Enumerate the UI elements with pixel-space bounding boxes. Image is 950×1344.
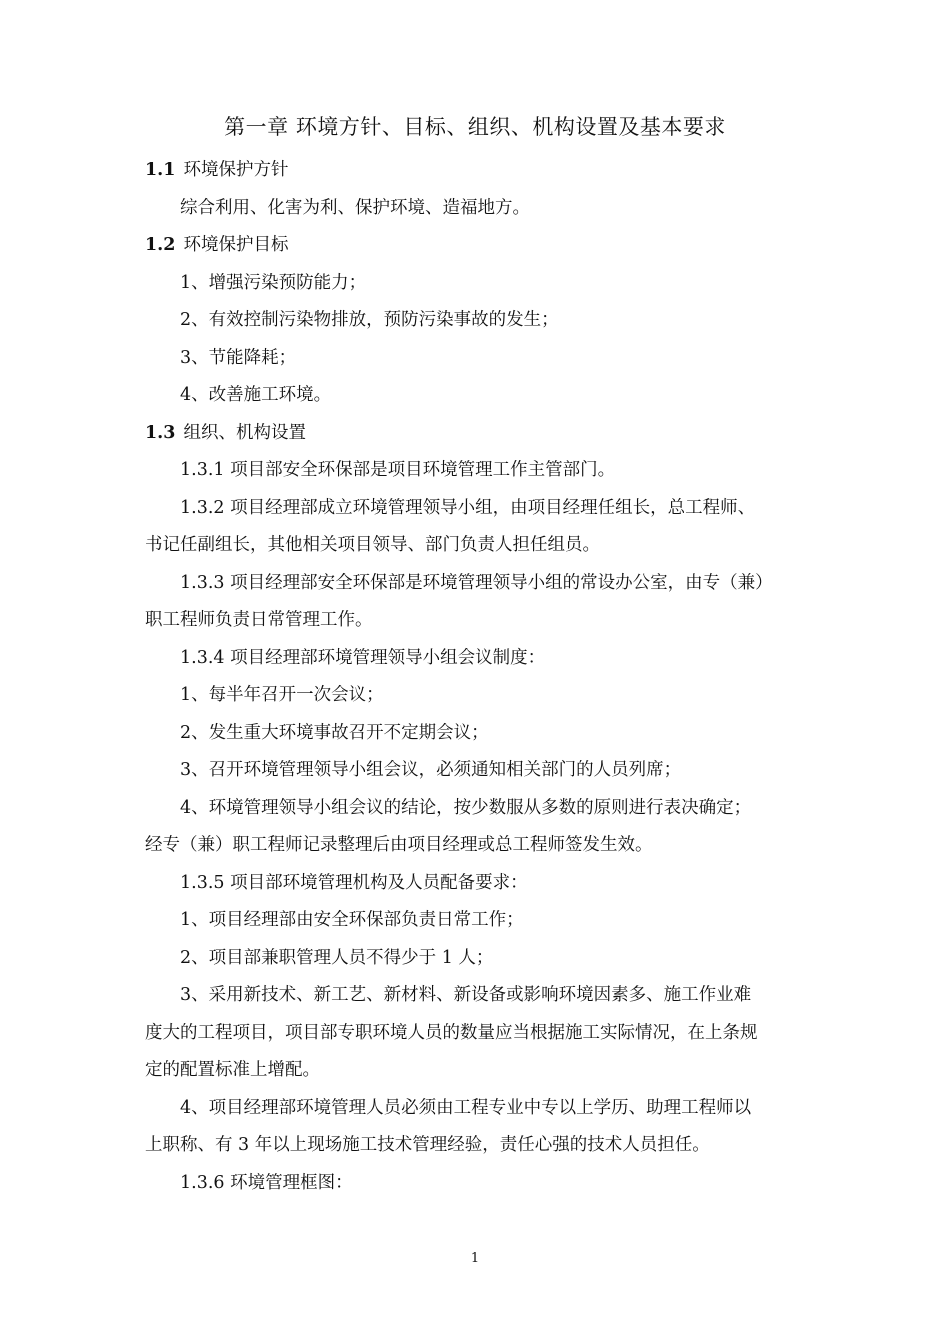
text-line: 4、项目经理部环境管理人员必须由工程专业中专以上学历、助理工程师以 <box>180 1098 752 1118</box>
list-item: 2、有效控制污染物排放，预防污染事故的发生； <box>180 310 559 330</box>
chapter-title: 第一章 环境方针、目标、组织、机构设置及基本要求 <box>224 115 726 139</box>
text-line: 1.3.2 项目经理部成立环境管理领导小组，由项目经理任组长，总工程师、 <box>180 498 756 518</box>
paragraph: 综合利用、化害为利、保护环境、造福地方。 <box>180 198 530 218</box>
list-item: 4、改善施工环境。 <box>180 385 332 405</box>
section-label: 环境保护目标 <box>183 235 289 255</box>
text-line: 4、环境管理领导小组会议的结论，按少数服从多数的原则进行表决确定； <box>180 798 752 818</box>
section-label: 环境保护方针 <box>183 160 289 180</box>
section-heading-1-2 <box>145 232 288 258</box>
text-line: 1.3.1 项目部安全环保部是项目环境管理工作主管部门。 <box>180 460 616 480</box>
list-item: 1、增强污染预防能力； <box>180 273 367 293</box>
text-line: 1.3.6 环境管理框图： <box>180 1173 353 1193</box>
text-line: 1、项目经理部由安全环保部负责日常工作； <box>180 910 524 930</box>
list-item: 3、节能降耗； <box>180 348 297 368</box>
text-line: 上职称、有 3 年以上现场施工技术管理经验，责任心强的技术人员担任。 <box>145 1135 710 1155</box>
section-number: 1.3 <box>145 423 176 443</box>
section-heading-1-3 <box>145 420 306 446</box>
page-number: 1 <box>470 1251 480 1266</box>
text-line: 度大的工程项目，项目部专职环境人员的数量应当根据施工实际情况，在上条规 <box>145 1023 758 1043</box>
text-line: 3、采用新技术、新工艺、新材料、新设备或影响环境因素多、施工作业难 <box>180 985 752 1005</box>
text-line: 定的配置标准上增配。 <box>145 1060 320 1080</box>
text-line: 1.3.4 项目经理部环境管理领导小组会议制度： <box>180 648 546 668</box>
text-line: 经专（兼）职工程师记录整理后由项目经理或总工程师签发生效。 <box>145 835 653 855</box>
text-line: 1、每半年召开一次会议； <box>180 685 384 705</box>
section-number: 1.1 <box>145 160 176 180</box>
text-line: 职工程师负责日常管理工作。 <box>145 610 373 630</box>
text-line: 1.3.3 项目经理部安全环保部是环境管理领导小组的常设办公室，由专（兼） <box>180 573 773 593</box>
text-line: 2、项目部兼职管理人员不得少于 1 人； <box>180 948 494 968</box>
section-heading-1-1 <box>145 157 288 183</box>
text-line: 书记任副组长，其他相关项目领导、部门负责人担任组员。 <box>145 535 600 555</box>
section-label: 组织、机构设置 <box>183 423 306 443</box>
section-number: 1.2 <box>145 235 176 255</box>
text-line: 3、召开环境管理领导小组会议，必须通知相关部门的人员列席； <box>180 760 682 780</box>
text-line: 2、发生重大环境事故召开不定期会议； <box>180 723 489 743</box>
text-line: 1.3.5 项目部环境管理机构及人员配备要求： <box>180 873 528 893</box>
